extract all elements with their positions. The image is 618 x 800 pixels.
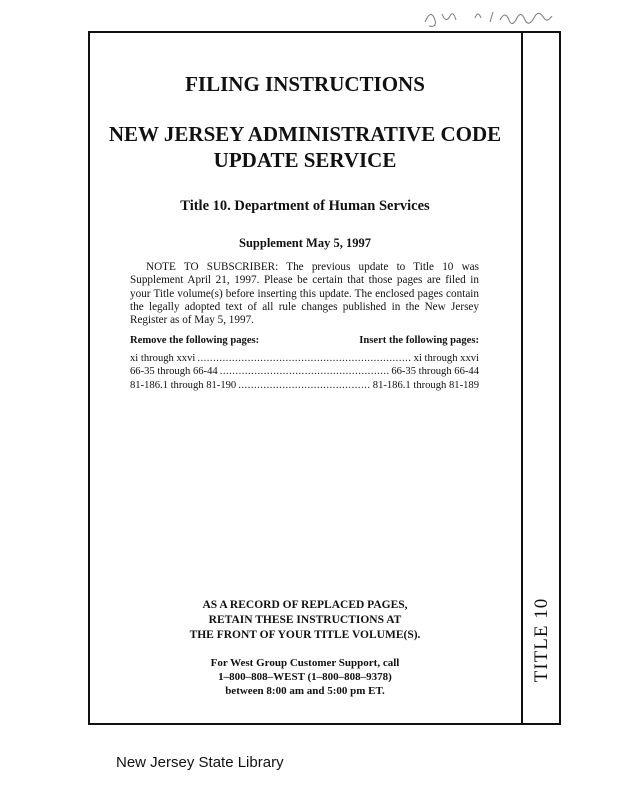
remove-header: Remove the following pages: — [130, 335, 260, 346]
customer-support — [90, 656, 520, 698]
retain-line: RETAIN THESE INSTRUCTIONS AT — [208, 614, 402, 626]
table-row — [130, 350, 479, 364]
remove-pages: xi through xxvi — [130, 352, 196, 364]
insert-pages: 66-35 through 66-44 — [391, 366, 479, 377]
insert-pages: xi through xxvi — [413, 352, 479, 364]
supplement-date: Supplement May 5, 1997 — [239, 236, 371, 250]
insert-pages: 81-186.1 through 81-189 — [372, 379, 479, 391]
page-replacement-table — [130, 335, 479, 391]
retain-instructions — [90, 598, 520, 643]
table-row — [130, 364, 479, 378]
handwritten-signature — [420, 4, 600, 34]
table-header — [130, 335, 479, 350]
dot-leader — [220, 366, 390, 377]
filing-instructions-title: FILING INSTRUCTIONS — [185, 72, 425, 96]
note-text: NOTE TO SUBSCRIBER: The previous update to Title 10 was Supplement April 21, 1997. Please be certain that those pages are filed in your Title volume(s) before inserting this update. The enclosed pages contain the legally adopted text of all rule changes published in the New Jersey Register as of May 5, 1997. — [130, 261, 479, 327]
retain-line: THE FRONT OF YOUR TITLE VOLUME(S). — [189, 629, 421, 641]
support-line: For West Group Customer Support, call — [210, 657, 400, 669]
code-heading-line2: UPDATE SERVICE — [213, 148, 397, 172]
support-hours: between 8:00 am and 5:00 pm ET. — [225, 685, 385, 697]
insert-header: Insert the following pages: — [359, 335, 479, 346]
table-row — [130, 377, 479, 391]
code-heading — [90, 121, 520, 173]
remove-pages: 66-35 through 66-44 — [130, 366, 218, 377]
title-section: Title 10. Department of Human Services — [180, 198, 430, 214]
dot-leader — [238, 380, 371, 391]
remove-pages: 81-186.1 through 81-190 — [130, 379, 237, 391]
support-phone: 1–800–808–WEST (1–800–808–9378) — [218, 671, 392, 683]
code-heading-line1: NEW JERSEY ADMINISTRATIVE CODE — [108, 122, 502, 146]
side-title-label: TITLE 10 — [531, 597, 552, 683]
library-stamp: New Jersey State Library — [116, 754, 284, 771]
retain-line: AS A RECORD OF REPLACED PAGES, — [202, 599, 408, 611]
note-to-subscriber — [130, 261, 479, 327]
dot-leader — [197, 353, 411, 364]
